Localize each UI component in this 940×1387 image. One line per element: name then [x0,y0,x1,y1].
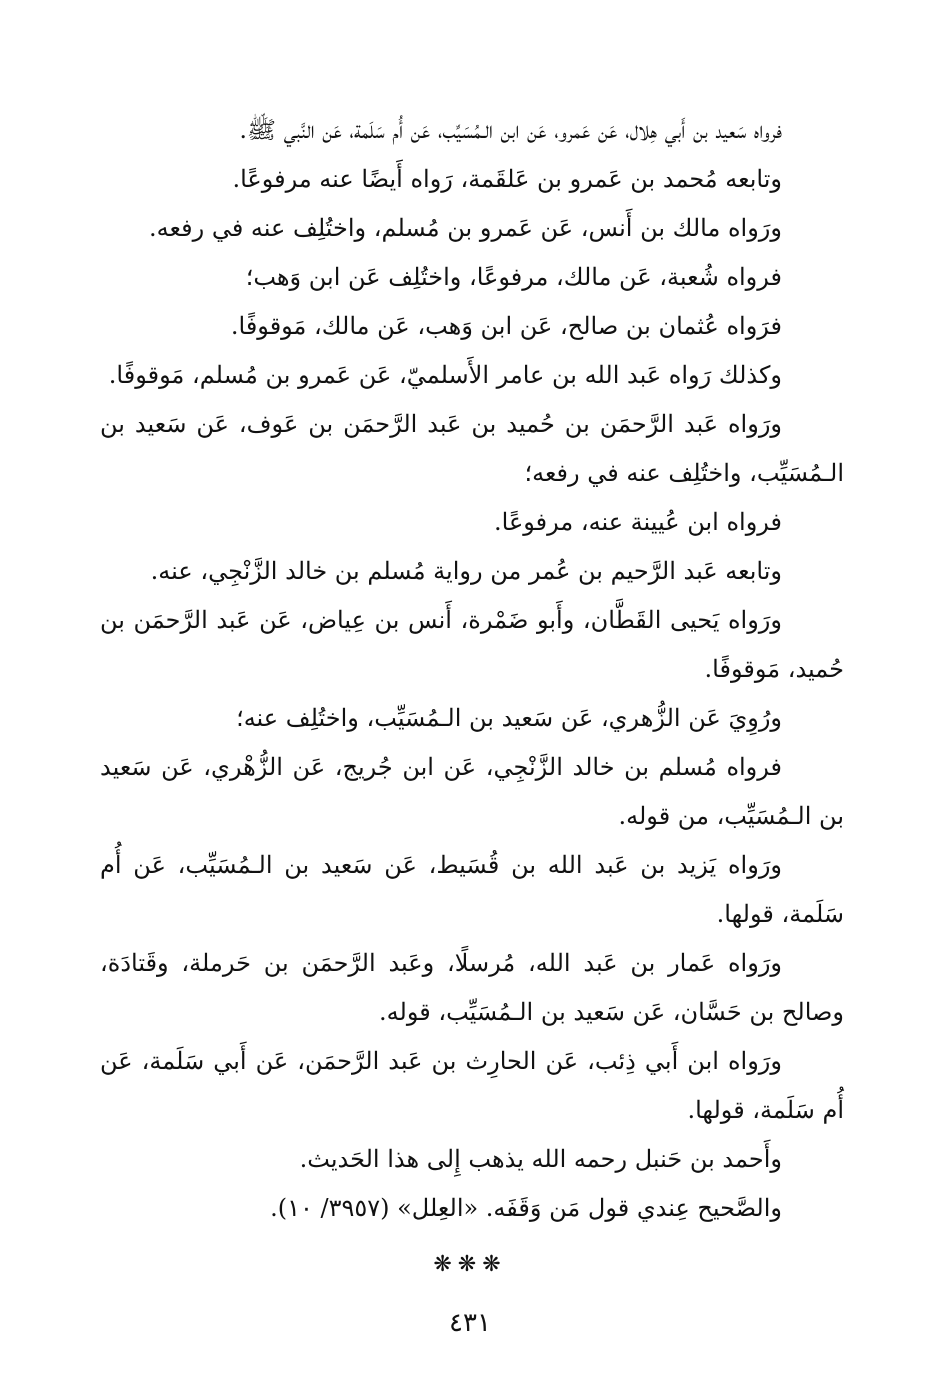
paragraph: ورَواه عَمار بن عَبد الله، مُرسلًا، وعَبد الرَّحمَن بن حَرملة، وقَتادَة، وصالح بن حَسَّان، عَن سَعيد بن الـمُسَيِّب، قوله. [100,949,844,1026]
paragraph: وتابعه عَبد الرَّحيم بن عُمر من رواية مُسلم بن خالد الزَّنْجِي، عنه. [150,557,782,585]
page-number: ٤٣١ [449,1308,491,1338]
paragraph: فرواه سَعيد بن أَبي هِلال، عَن عَمرو، عَن ابن الـمُسَيِّب، عَن أُم سَلَمة، عَن النَّبي ﷺ. [239,116,782,144]
section-divider-ornament: ❋❋❋ [433,1252,507,1277]
paragraph: فرواه مُسلم بن خالد الزَّنْجِي، عَن ابن جُريج، عَن الزُّهْري، عَن سَعيد بن الـمُسَيِّب، من قوله. [100,753,844,830]
paragraph: ورَواه مالك بن أَنس، عَن عَمرو بن مُسلم، واختُلِف عنه في رفعه. [149,214,782,242]
paragraph: والصَّحيح عِندي قول مَن وَقَفَه. «العِلل» (٣٩٥٧/ ١٠). [270,1194,782,1222]
paragraph: وتابعه مُحمد بن عَمرو بن عَلقَمة، رَواه أَيضًا عنه مرفوعًا. [232,165,782,193]
paragraph: وكذلك رَواه عَبد الله بن عامر الأَسلميّ، عَن عَمرو بن مُسلم، مَوقوفًا. [108,361,782,389]
paragraph: وأَحمد بن حَنبل رحمه الله يذهب إِلى هذا الحَديث. [299,1145,782,1173]
paragraph: فرواه شُعبة، عَن مالك، مرفوعًا، واختُلِف عَن ابن وَهب؛ [245,263,782,291]
paragraph: ورَواه يَزيد بن عَبد الله بن قُسَيط، عَن سَعيد بن الـمُسَيِّب، عَن أُم سَلَمة، قولها. [100,851,844,928]
paragraph: ورَواه يَحيى القَطَّان، وأَبو ضَمْرة، أَنس بن عِياض، عَن عَبد الرَّحمَن بن حُميد، مَوقوفًا. [100,606,844,683]
paragraph: ورَواه عَبد الرَّحمَن بن حُميد بن عَبد الرَّحمَن بن عَوف، عَن سَعيد بن الـمُسَيِّب، واختُلِف عنه في رفعه؛ [100,410,844,487]
body-text [100,106,844,1233]
paragraph: ورَواه ابن أَبي ذِئب، عَن الحارِث بن عَبد الرَّحمَن، عَن أَبي سَلَمة، عَن أُم سَلَمة، قولها. [100,1047,844,1124]
paragraph: ورُوِيَ عَن الزُّهري، عَن سَعيد بن الـمُسَيِّب، واختُلِف عنه؛ [236,704,782,732]
paragraph: فرواه ابن عُيينة عنه، مرفوعًا. [494,508,782,536]
paragraph: فرَواه عُثمان بن صالح، عَن ابن وَهب، عَن مالك، مَوقوفًا. [230,312,782,340]
